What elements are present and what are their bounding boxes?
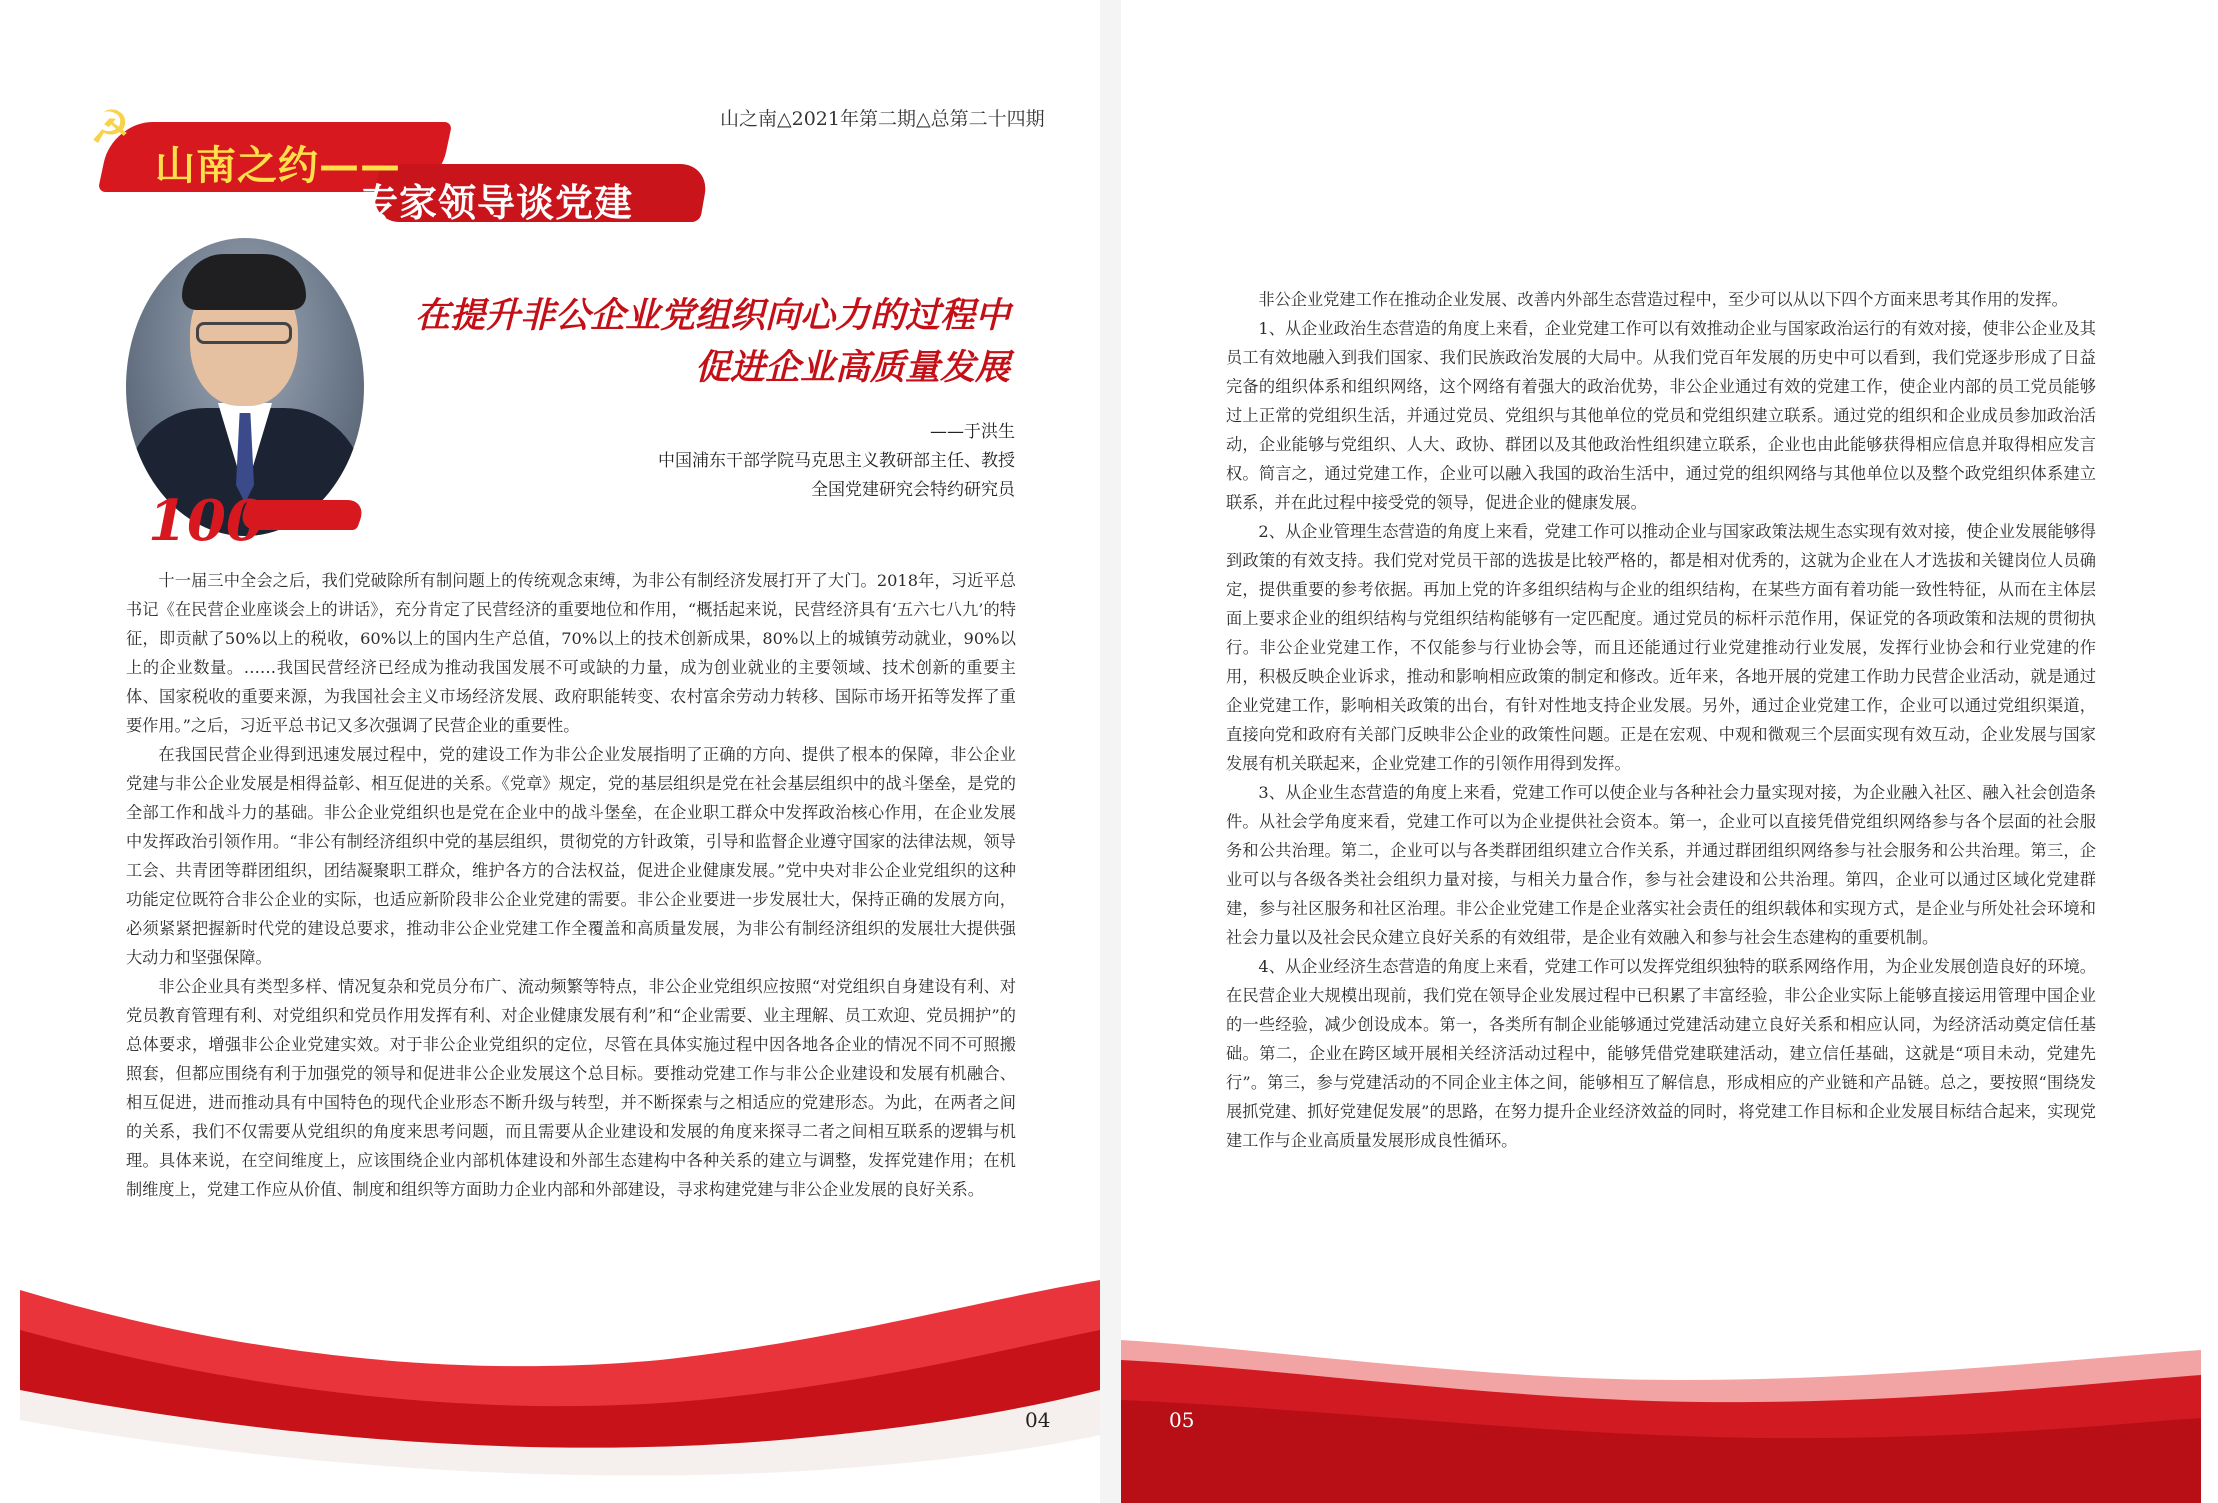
body-paragraph: 十一届三中全会之后，我们党破除所有制问题上的传统观念束缚，为非公有制经济发展打开了大门。2018年，习近平总书记《在民营企业座谈会上的讲话》，充分肯定了民营经济的重要地位和作用，“概括起来说，民营经济具有‘五六七八九’的特征，即贡献了50%以上的税收，60%以上的国内生产总值，70%以上的技术创新成果，80%以上的城镇劳动就业，90%以上的企业数量。……我国民营经济已经成为推动我国发展不可或缺的力量，成为创业就业的主要领域、技术创新的重要主体、国家税收的重要来源，为我国社会主义市场经济发展、政府职能转变、农村富余劳动力转移、国际市场开拓等发挥了重要作用。”之后，习近平总书记又多次强调了民营企业的重要性。 — [126, 571, 1016, 735]
banner-title-secondary: 专家领导谈党建 — [360, 181, 634, 225]
right-red-wave — [1121, 1340, 2201, 1503]
page-number-left: 04 — [1025, 1408, 1051, 1432]
left-body-text — [126, 566, 1016, 1204]
centenary-badge: 100 — [148, 488, 265, 554]
body-paragraph: 在我国民营企业得到迅速发展过程中，党的建设工作为非公企业发展指明了正确的方向、提供了根本的保障，非公企业党建与非公企业发展是相得益彰、相互促进的关系。《党章》规定，党的基层组织是党在社会基层组织中的战斗堡垒，是党的全部工作和战斗力的基础。非公企业党组织也是党在企业中的战斗堡垒，在企业职工群众中发挥政治核心作用，在企业发展中发挥政治引领作用。“非公有制经济组织中党的基层组织，贯彻党的方针政策，引导和监督企业遵守国家的法律法规，领导工会、共青团等群团组织，团结凝聚职工群众，维护各方的合法权益，促进企业健康发展。”党中央对非公企业党组织的这种功能定位既符合非公企业的实际，也适应新阶段非公企业党建的需要。非公企业要进一步发展壮大，保持正确的发展方向，必须紧紧把握新时代党的建设总要求，推动非公企业党建工作全覆盖和高质量发展，为非公有制经济组织的发展壮大提供强大动力和坚强保障。 — [126, 745, 1016, 967]
body-paragraph: 1、从企业政治生态营造的角度上来看，企业党建工作可以有效推动企业与国家政治运行的有效对接，使非公企业及其员工有效地融入到我们国家、我们民族政治发展的大局中。从我们党百年发展的历史中可以看到，我们党逐步形成了日益完备的组织体系和组织网络，这个网络有着强大的政治优势，非公企业通过有效的党建工作，使企业内部的员工党员能够过上正常的党组织生活，并通过党员、党组织与其他单位的党员和党组织建立联系。通过党的组织和企业成员参加政治活动，企业能够与党组织、人大、政协、群团以及其他政治性组织建立联系，企业也由此能够获得相应信息并取得相应发言权。简言之，通过党建工作，企业可以融入我国的政治生活中，通过党的组织网络与其他单位以及整个政党组织体系建立联系，并在此过程中接受党的领导，促进企业的健康发展。 — [1226, 319, 2096, 512]
left-page — [20, 0, 1100, 1503]
body-paragraph: 2、从企业管理生态营造的角度上来看，党建工作可以推动企业与国家政策法规生态实现有效对接，使企业发展能够得到政策的有效支持。我们党对党员干部的选拔是比较严格的，都是相对优秀的，这就为企业在人才选拔和关键岗位人员确定，提供重要的参考依据。再加上党的许多组织结构与企业的组织结构，在某些方面有着功能一致性特征，从而在主体层面上要求企业的组织结构与党组织结构能够有一定匹配度。通过党员的标杆示范作用，保证党的各项政策和法规的贯彻执行。非公企业党建工作，不仅能参与行业协会等，而且还能通过行业党建推动行业发展，发挥行业协会和行业党建的作用，积极反映企业诉求，推动和影响相应政策的制定和修改。近年来，各地开展的党建工作助力民营企业活动，就是通过企业党建工作，影响相关政策的出台，有针对性地支持企业发展。另外，通过企业党建工作，企业可以通过党组织渠道，直接向党和政府有关部门反映非公企业的政策性问题。正是在宏观、中观和微观三个层面实现有效互动，企业发展与国家发展有机关联起来，企业党建工作的引领作用得到发挥。 — [1226, 522, 2096, 773]
author-title-1: 中国浦东干部学院马克思主义教研部主任、教授 — [658, 451, 1015, 471]
left-red-wave — [20, 1270, 1100, 1503]
body-paragraph: 非公企业党建工作在推动企业发展、改善内外部生态营造过程中，至少可以从以下四个方面来思考其作用的发挥。 — [1258, 290, 2068, 309]
issue-info: 山之南△2021年第二期△总第二十四期 — [720, 108, 1045, 130]
right-body-text — [1226, 285, 2096, 1155]
author-title-2: 全国党建研究会特约研究员 — [811, 480, 1015, 500]
portrait-glasses — [196, 322, 292, 344]
article-title — [380, 290, 1010, 394]
author-block — [560, 418, 1015, 505]
section-banner — [75, 92, 685, 232]
article-title-line2: 促进企业高质量发展 — [694, 348, 1010, 388]
page-number-right: 05 — [1169, 1408, 1195, 1432]
body-paragraph: 3、从企业生态营造的角度上来看，党建工作可以使企业与各种社会力量实现对接，为企业融入社区、融入社会创造条件。从社会学角度来看，党建工作可以为企业提供社会资本。第一，企业可以直接凭借党组织网络参与各个层面的社会服务和公共治理。第二，企业可以与各类群团组织建立合作关系，并通过群团组织网络参与社会服务和公共治理。第三，企业可以与各级各类社会组织力量对接，与相关力量合作，参与社会建设和公共治理。第四，企业可以通过区域化党建群建，参与社区服务和社区治理。非公企业党建工作是企业落实社会责任的组织载体和实现方式，是企业与所处社会环境和社会力量以及社会民众建立良好关系的有效组带，是企业有效融入和参与社会生态建构的重要机制。 — [1226, 783, 2096, 947]
party-emblem-icon: ☭ — [89, 100, 131, 154]
banner-title-primary: 山南之约—— — [155, 143, 401, 189]
right-page — [1121, 0, 2201, 1503]
page-gutter — [1100, 0, 1121, 1503]
author-name: ——于洪生 — [930, 422, 1015, 442]
article-title-line1: 在提升非公企业党组织向心力的过程中 — [414, 296, 1010, 336]
body-paragraph: 4、从企业经济生态营造的角度上来看，党建工作可以发挥党组织独特的联系网络作用，为企业发展创造良好的环境。在民营企业大规模出现前，我们党在领导企业发展过程中已积累了丰富经验，非公企业实际上能够直接运用管理中国企业的一些经验，减少创设成本。第一，各类所有制企业能够通过党建活动建立良好关系和相应认同，为经济活动奠定信任基础。第二，企业在跨区域开展相关经济活动过程中，能够凭借党建联建活动，建立信任基础，这就是“项目未动，党建先行”。第三，参与党建活动的不同企业主体之间，能够相互了解信息，形成相应的产业链和产品链。总之，要按照“围绕发展抓党建、抓好党建促发展”的思路，在努力提升企业经济效益的同时，将党建工作目标和企业发展目标结合起来，实现党建工作与企业高质量发展形成良性循环。 — [1226, 957, 2096, 1150]
portrait-hair — [182, 254, 306, 310]
body-paragraph: 非公企业具有类型多样、情况复杂和党员分布广、流动频繁等特点，非公企业党组织应按照“对党组织自身建设有利、对党员教育管理有利、对党组织和党员作用发挥有利、对企业健康发展有利”和“企业需要、业主理解、员工欢迎、党员拥护”的总体要求，增强非公企业党建实效。对于非公企业党组织的定位，尽管在具体实施过程中因各地各企业的情况不同不可照搬照套，但都应围绕有利于加强党的领导和促进非公企业发展这个总目标。要推动党建工作与非公企业建设和发展有机融合、相互促进，进而推动具有中国特色的现代企业形态不断升级与转型，并不断探索与之相适应的党建形态。为此，在两者之间的关系，我们不仅需要从党组织的角度来思考问题，而且需要从企业建设和发展的角度来探寻二者之间相互联系的逻辑与机理。具体来说，在空间维度上，应该围绕企业内部机体建设和外部生态建构中各种关系的建立与调整，发挥党建作用；在机制维度上，党建工作应从价值、制度和组织等方面助力企业内部和外部建设，寻求构建党建与非公企业发展的良好关系。 — [126, 977, 1016, 1199]
